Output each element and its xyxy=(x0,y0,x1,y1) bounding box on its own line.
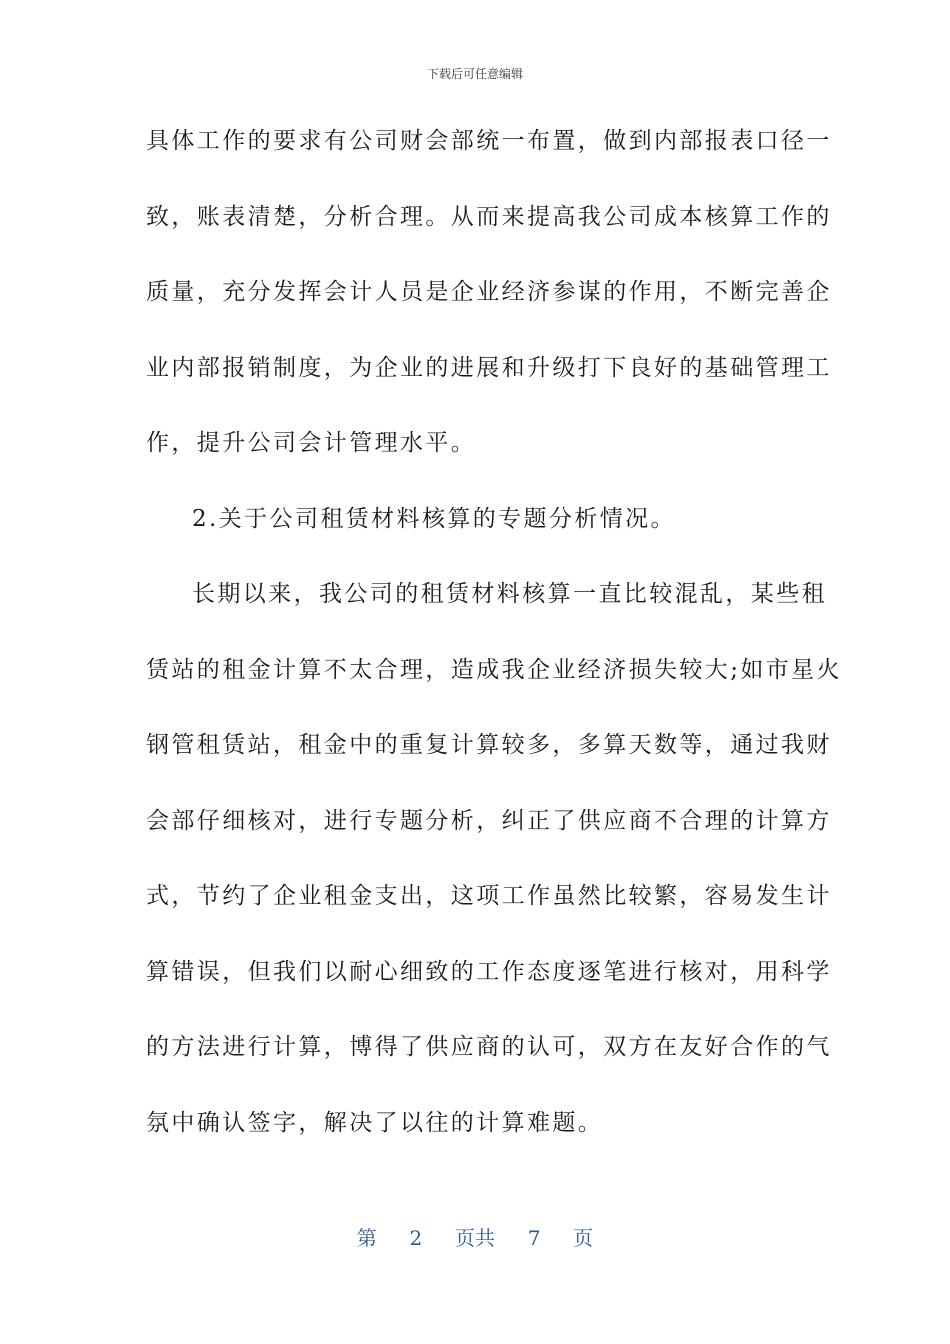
text-line: 的方法进行计算，博得了供应商的认可，双方在友好合作的气 xyxy=(146,1034,832,1060)
page-footer xyxy=(0,1224,950,1252)
text-line: 作，提升公司会计管理水平。 xyxy=(146,430,477,456)
text-line: 氛中确认签字，解决了以往的计算难题。 xyxy=(146,1109,604,1136)
footer-prefix: 第 xyxy=(356,1226,377,1250)
text-line: 会部仔细核对，进行专题分析，纠正了供应商不合理的计算方 xyxy=(146,807,832,834)
section-heading: 2.关于公司租赁材料核算的专题分析情况。 xyxy=(192,505,676,532)
footer-middle: 页共 xyxy=(455,1226,495,1250)
text-line: 式，节约了企业租金支出，这项工作虽然比较繁，容易发生计 xyxy=(146,883,832,909)
header-text: 下载后可任意编辑 xyxy=(426,67,523,81)
document-body xyxy=(146,117,842,1174)
text-line: 钢管租赁站，租金中的重复计算较多，多算天数等，通过我财 xyxy=(146,732,832,758)
footer-suffix: 页 xyxy=(573,1226,594,1250)
total-pages-number: 7 xyxy=(527,1226,541,1250)
text-line: 业内部报销制度，为企业的进展和升级打下良好的基础管理工 xyxy=(146,354,832,381)
current-page-number: 2 xyxy=(409,1226,423,1250)
text-line: 致，账表清楚，分析合理。从而来提高我公司成本核算工作的 xyxy=(146,203,832,230)
text-line: 长期以来，我公司的租赁材料核算一直比较混乱，某些租 xyxy=(192,581,827,607)
page-header xyxy=(0,66,950,82)
text-line: 质量，充分发挥会计人员是企业经济参谋的作用，不断完善企 xyxy=(146,279,832,305)
text-line: 具体工作的要求有公司财会部统一布置，做到内部报表口径一 xyxy=(146,128,832,154)
text-line: 算错误，但我们以耐心细致的工作态度逐笔进行核对，用科学 xyxy=(146,958,832,985)
text-line: 赁站的租金计算不太合理，造成我企业经济损失较大;如市星火 xyxy=(146,656,842,683)
